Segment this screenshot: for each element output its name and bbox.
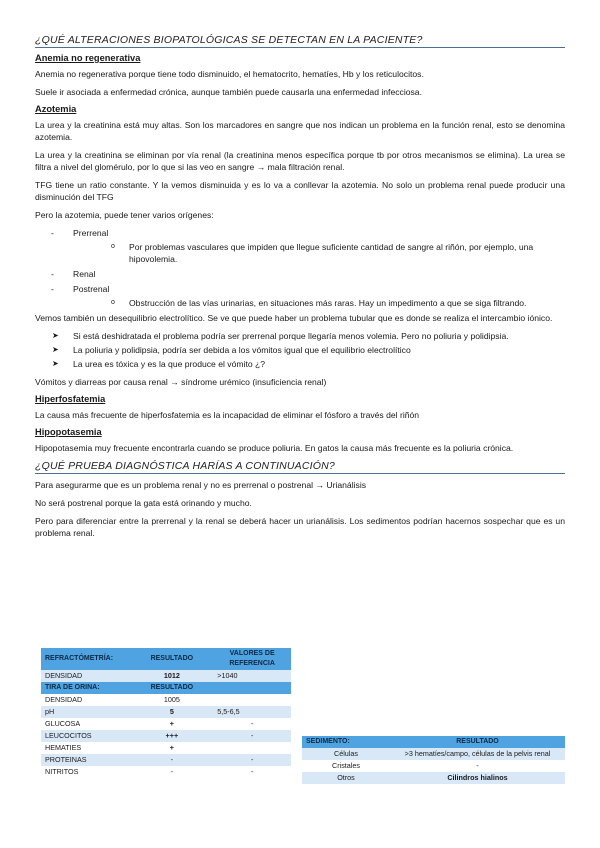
circle-bullet-icon: o <box>111 299 115 306</box>
table-header: RESULTADO <box>390 736 565 748</box>
paragraph: Anemia no regenerativa porque tiene todo disminuido, el hematocrito, hematíes, Hb y los reticulocitos. <box>35 69 424 79</box>
list-item <box>35 227 565 265</box>
paragraph: Para asegurarme que es un problema renal y no es prerrenal o postrenal → Urianálisis <box>35 480 367 490</box>
cell-label: GLUCOSA <box>45 719 81 728</box>
cell-value: + <box>169 743 174 752</box>
table-header-empty <box>213 682 291 694</box>
table-row <box>41 670 291 682</box>
paragraph: Pero para diferenciar entre la prerrenal y la renal se deberá hacer un urianálisis. Los sedimentos podrían hacernos sospechar que es un problema renal. <box>35 516 565 538</box>
origin-label: Prerrenal <box>73 228 109 238</box>
cell-value: - <box>476 761 479 770</box>
arrow-bullet-icon: ➤ <box>52 359 59 368</box>
circle-bullet-icon: o <box>111 243 115 250</box>
table-header: SEDIMENTO: <box>302 736 390 748</box>
list-item <box>93 241 565 265</box>
cell-value: 1012 <box>130 670 213 682</box>
cell-label: pH <box>41 706 130 718</box>
cell-label: DENSIDAD <box>41 670 130 682</box>
cell-ref: - <box>250 767 254 776</box>
list-item-text: La poliuria y polidipsia, podría ser debida a los vómitos igual que el equilibrio electrolítico <box>73 345 411 355</box>
origins-list <box>35 227 565 309</box>
table-row <box>41 754 291 766</box>
paragraph: Vemos también un desequilibrio electrolítico. Se ve que puede haber un problema tubular que es donde se realiza el intercambio iónico. <box>35 313 553 323</box>
paragraph: Vómitos y diarreas por causa renal → síndrome urémico (insuficiencia renal) <box>35 377 327 387</box>
list-item-text: La urea es tóxica y es la que produce el vómito ¿? <box>73 359 266 369</box>
heading-hiperfosfatemia: Hiperfosfatemia <box>35 394 106 404</box>
cell-value: >3 hematíes/campo, células de la pelvis renal <box>390 748 565 760</box>
cell-label: PROTEINAS <box>41 754 130 766</box>
paragraph: La urea y la creatinina se eliminan por vía renal (la creatinina menos específica porque tb por otros mecanismos se elimina). La urea se filtra a nivel del glomérulo, por lo que si las veo en sangre → mala filtración renal. <box>35 150 565 172</box>
list-item <box>93 297 565 309</box>
cell-ref: - <box>213 730 291 742</box>
sediment-table <box>302 736 565 784</box>
table-row <box>41 718 291 730</box>
origin-label: Renal <box>73 269 96 279</box>
cell-value: 1005 <box>163 695 180 704</box>
table-row <box>41 706 291 718</box>
table-row <box>41 694 291 706</box>
list-item <box>35 358 565 370</box>
cell-ref: 5,5-6,5 <box>213 706 291 718</box>
table-row <box>41 730 291 742</box>
section-heading-prueba: ¿QUÉ PRUEBA DIAGNÓSTICA HARÍAS A CONTINUACIÓN? <box>35 460 565 474</box>
list-item <box>35 268 565 280</box>
origin-detail: Obstrucción de las vías urinarias, en situaciones más raras. Hay un impedimento a que se siga filtrando. <box>129 298 527 308</box>
cell-ref: >1040 <box>213 670 291 682</box>
paragraph: La urea y la creatinina está muy altas. Son los marcadores en sangre que nos indican un problema en la función renal, esto se denomina azotemia. <box>35 120 565 142</box>
table-header: RESULTADO <box>130 648 213 670</box>
dash-bullet-icon: - <box>51 228 54 238</box>
cell-label: HEMATIES <box>45 743 82 752</box>
arrow-bullet-icon: ➤ <box>52 331 59 340</box>
heading-anemia: Anemia no regenerativa <box>35 53 141 63</box>
origin-label: Postrenal <box>73 284 110 294</box>
cell-ref <box>213 742 291 754</box>
dash-bullet-icon: - <box>51 284 54 294</box>
paragraph: TFG tiene un ratio constante. Y la vemos disminuida y es lo va a conllevar la azotemia. No solo un problema renal puede producir una disminución del TFG <box>35 180 565 202</box>
document-page <box>35 34 565 545</box>
table-row <box>41 766 291 778</box>
list-item-text: Si está deshidratada el problema podría ser prerrenal porque llegaría menos volemia. Pero no poliuria y polidipsia. <box>73 331 509 341</box>
cell-label: Cristales <box>332 761 360 770</box>
paragraph: La causa más frecuente de hiperfosfatemia es la incapacidad de eliminar el fósforo a través del riñón <box>35 410 420 420</box>
arrow-bullet-icon: ➤ <box>52 345 59 354</box>
cell-label: Otros <box>302 772 390 784</box>
cell-value: + <box>169 719 174 728</box>
paragraph: Suele ir asociada a enfermedad crónica, aunque también puede causarla una enfermedad infecciosa. <box>35 87 422 97</box>
table-header: RESULTADO <box>130 682 213 694</box>
cell-label: DENSIDAD <box>45 695 83 704</box>
urinalysis-table <box>41 648 291 778</box>
table-row <box>302 748 565 760</box>
cell-value: 5 <box>130 706 213 718</box>
table-header: TIRA DE ORINA: <box>41 682 130 694</box>
list-item <box>35 330 565 342</box>
table-header: VALORES DE REFERENCIA <box>213 648 291 670</box>
list-item <box>35 283 565 309</box>
paragraph: Hipopotasemia muy frecuente encontrarla cuando se produce poliuria. En gatos la causa más frecuente es la poliuria crónica. <box>35 443 514 453</box>
cell-value: Cilindros hialinos <box>390 772 565 784</box>
heading-hipopotasemia: Hipopotasemia <box>35 427 102 437</box>
cell-value: +++ <box>130 730 213 742</box>
table-row <box>302 760 565 772</box>
cell-ref: - <box>250 719 254 728</box>
paragraph: No será postrenal porque la gata está orinando y mucho. <box>35 498 252 508</box>
paragraph: Pero la azotemia, puede tener varios orígenes: <box>35 210 214 220</box>
arrow-list <box>35 330 565 370</box>
cell-label: NITRITOS <box>45 767 79 776</box>
cell-ref: - <box>213 754 291 766</box>
heading-azotemia: Azotemia <box>35 104 77 114</box>
cell-ref <box>213 694 291 706</box>
table-header: REFRACTÓMETRÍA: <box>41 648 130 670</box>
cell-label: LEUCOCITOS <box>41 730 130 742</box>
cell-value: - <box>170 767 174 776</box>
section-heading-alteraciones: ¿QUÉ ALTERACIONES BIOPATOLÓGICAS SE DETECTAN EN LA PACIENTE? <box>35 34 565 48</box>
dash-bullet-icon: - <box>51 269 54 279</box>
list-item <box>35 344 565 356</box>
cell-value: - <box>130 754 213 766</box>
table-row <box>41 742 291 754</box>
table-row <box>302 772 565 784</box>
origin-detail: Por problemas vasculares que impiden que llegue suficiente cantidad de sangre al riñón, por ejemplo, una hipovolemia. <box>129 242 534 264</box>
cell-label: Células <box>302 748 390 760</box>
